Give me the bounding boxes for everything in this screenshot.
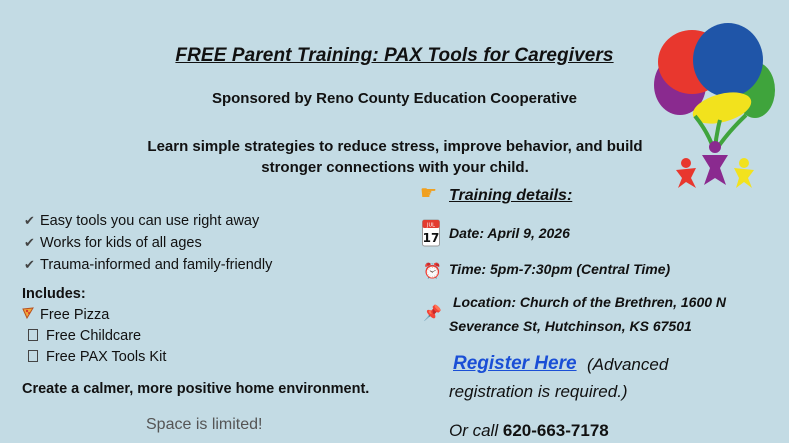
training-details-heading: Training details: xyxy=(449,187,573,204)
event-time: Time: 5pm-7:30pm (Central Time) xyxy=(449,261,671,277)
pizza-icon xyxy=(22,305,40,326)
balloon-blue xyxy=(693,23,763,97)
benefit-label: Works for kids of all ages xyxy=(40,235,202,251)
includes-item-kit xyxy=(22,347,166,368)
sponsor-line: Sponsored by Reno County Education Cooperative xyxy=(211,90,578,107)
intro-line-2: stronger connections with your child. xyxy=(261,159,529,176)
benefit-item xyxy=(24,254,272,276)
check-icon: ✔ xyxy=(24,213,35,228)
benefit-item xyxy=(24,210,272,232)
figure-head-red xyxy=(681,158,691,168)
page-title: FREE Parent Training: PAX Tools for Caregivers xyxy=(175,45,614,66)
calendar-icon xyxy=(422,219,440,247)
calendar-month: JUL xyxy=(427,222,435,229)
call-prefix: Or call xyxy=(449,421,499,440)
intro-line-1: Learn simple strategies to reduce stress, improve behavior, and build xyxy=(147,138,643,155)
register-link[interactable]: Register Here xyxy=(453,353,577,374)
benefit-label: Easy tools you can use right away xyxy=(40,213,260,229)
includes-label: Free Pizza xyxy=(40,307,110,323)
advanced-registration-note-2: registration is required.) xyxy=(449,382,628,401)
calmer-tagline: Create a calmer, more positive home environment. xyxy=(22,381,370,397)
balloon-family-logo xyxy=(650,20,780,192)
benefit-item xyxy=(24,232,272,254)
box-icon xyxy=(28,329,38,341)
event-date: Date: April 9, 2026 xyxy=(449,225,570,241)
figure-body-yellow xyxy=(734,168,754,188)
figure-body-red xyxy=(676,168,696,188)
advanced-registration-note-1: (Advanced xyxy=(587,355,669,374)
includes-heading: Includes: xyxy=(22,286,86,302)
location-line-2: Severance St, Hutchinson, KS 67501 xyxy=(449,318,692,334)
figure-body-purple xyxy=(702,155,728,185)
phone-number[interactable]: 620-663-7178 xyxy=(502,421,609,440)
calendar-day: 17 xyxy=(422,231,440,245)
pointing-hand-icon: ☛ xyxy=(420,183,438,204)
figure-head-purple xyxy=(709,141,721,153)
includes-label: Free Childcare xyxy=(46,328,142,344)
benefit-list xyxy=(24,210,272,276)
call-line xyxy=(449,421,609,441)
benefit-label: Trauma-informed and family-friendly xyxy=(40,257,273,273)
intro-text xyxy=(60,136,730,178)
location-line-1: Location: Church of the Brethren, 1600 N xyxy=(453,294,727,310)
check-icon: ✔ xyxy=(24,235,35,250)
alarm-clock-icon: ⏰ xyxy=(423,263,442,280)
includes-item-childcare xyxy=(22,326,166,347)
space-limited-note: Space is limited! xyxy=(146,416,263,433)
includes-label: Free PAX Tools Kit xyxy=(46,349,167,365)
check-icon: ✔ xyxy=(24,257,35,272)
includes-list xyxy=(22,305,166,368)
includes-item-pizza xyxy=(22,305,166,326)
pushpin-icon: 📌 xyxy=(423,305,442,322)
figure-head-yellow xyxy=(739,158,749,168)
box-icon xyxy=(28,350,38,362)
